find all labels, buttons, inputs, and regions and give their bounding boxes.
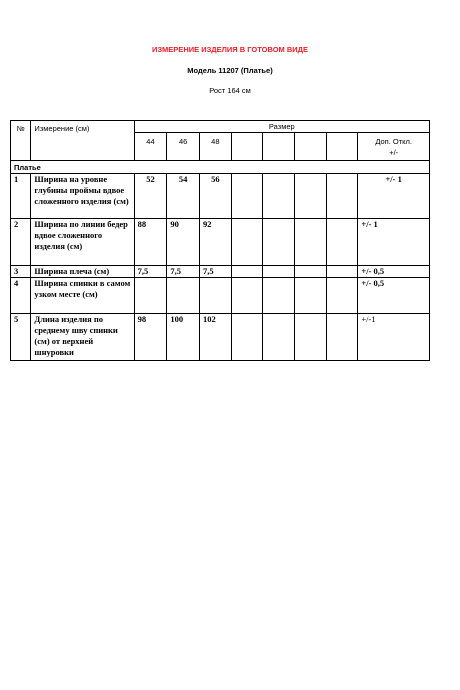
document-title: ИЗМЕРЕНИЕ ИЗДЕЛИЯ В ГОТОВОМ ВИДЕ bbox=[151, 45, 309, 54]
row-value-46 bbox=[167, 278, 200, 314]
deviation-header-line1: Доп. Откл. bbox=[375, 137, 413, 146]
empty-cell bbox=[263, 219, 295, 266]
empty-cell bbox=[295, 219, 327, 266]
empty-cell bbox=[326, 219, 358, 266]
row-measure-name: Ширина на уровне глубины проймы вдвое сложенного изделия (см) bbox=[31, 174, 134, 219]
empty-cell bbox=[326, 266, 358, 278]
row-deviation: +/- 0,5 bbox=[358, 278, 430, 314]
col-size-header: Размер bbox=[134, 121, 429, 133]
row-deviation: +/- 1 bbox=[358, 219, 430, 266]
col-measure-header: Измерение (см) bbox=[31, 121, 134, 161]
row-value-46: 100 bbox=[167, 314, 200, 361]
row-value-44: 7,5 bbox=[134, 266, 167, 278]
size-48: 48 bbox=[200, 133, 232, 161]
row-value-44: 88 bbox=[134, 219, 167, 266]
measurements-table bbox=[10, 120, 430, 361]
empty-cell bbox=[326, 133, 358, 161]
empty-cell bbox=[295, 266, 327, 278]
row-measure-name: Длина изделия по среднему шву спинки (см) от верхней шнуровки bbox=[31, 314, 134, 361]
row-number: 3 bbox=[11, 266, 31, 278]
row-value-48: 56 bbox=[200, 174, 232, 219]
row-value-44: 52 bbox=[134, 174, 167, 219]
table-row bbox=[11, 174, 430, 219]
empty-cell bbox=[326, 174, 358, 219]
row-value-48: 7,5 bbox=[200, 266, 232, 278]
empty-cell bbox=[295, 278, 327, 314]
empty-cell bbox=[263, 133, 295, 161]
empty-cell bbox=[295, 133, 327, 161]
empty-cell bbox=[231, 133, 263, 161]
col-num-header: № bbox=[11, 121, 31, 161]
row-measure-name: Ширина спинки в самом узком месте (см) bbox=[31, 278, 134, 314]
deviation-header-line2: +/- bbox=[389, 148, 399, 157]
empty-cell bbox=[263, 174, 295, 219]
empty-cell bbox=[326, 278, 358, 314]
row-value-44: 98 bbox=[134, 314, 167, 361]
height-label: Рост 164 см bbox=[209, 86, 251, 95]
table-row bbox=[11, 266, 430, 278]
empty-cell bbox=[263, 266, 295, 278]
empty-cell bbox=[295, 174, 327, 219]
empty-cell bbox=[295, 314, 327, 361]
row-number: 4 bbox=[11, 278, 31, 314]
empty-cell bbox=[231, 174, 263, 219]
row-value-44 bbox=[134, 278, 167, 314]
row-value-48 bbox=[200, 278, 232, 314]
row-number: 2 bbox=[11, 219, 31, 266]
empty-cell bbox=[231, 219, 263, 266]
empty-cell bbox=[263, 278, 295, 314]
size-44: 44 bbox=[134, 133, 167, 161]
model-label: Модель 11207 (Платье) bbox=[187, 66, 273, 75]
empty-cell bbox=[231, 266, 263, 278]
row-value-46: 54 bbox=[167, 174, 200, 219]
row-deviation: +/-1 bbox=[358, 314, 430, 361]
row-value-46: 90 bbox=[167, 219, 200, 266]
row-deviation: +/- 1 bbox=[358, 174, 430, 219]
section-row bbox=[11, 161, 430, 174]
row-number: 1 bbox=[11, 174, 31, 219]
table-row bbox=[11, 219, 430, 266]
row-value-48: 102 bbox=[200, 314, 232, 361]
row-value-46: 7,5 bbox=[167, 266, 200, 278]
table-row bbox=[11, 278, 430, 314]
empty-cell bbox=[231, 314, 263, 361]
row-value-48: 92 bbox=[200, 219, 232, 266]
row-measure-name: Ширина по линии бедер вдвое сложенного изделия (см) bbox=[31, 219, 134, 266]
row-number: 5 bbox=[11, 314, 31, 361]
size-46: 46 bbox=[167, 133, 200, 161]
col-deviation-header bbox=[358, 133, 430, 161]
row-deviation: +/- 0,5 bbox=[358, 266, 430, 278]
header-row bbox=[11, 121, 430, 133]
row-measure-name: Ширина плеча (см) bbox=[31, 266, 134, 278]
empty-cell bbox=[263, 314, 295, 361]
empty-cell bbox=[231, 278, 263, 314]
section-label: Платье bbox=[11, 161, 430, 174]
empty-cell bbox=[326, 314, 358, 361]
table-row bbox=[11, 314, 430, 361]
